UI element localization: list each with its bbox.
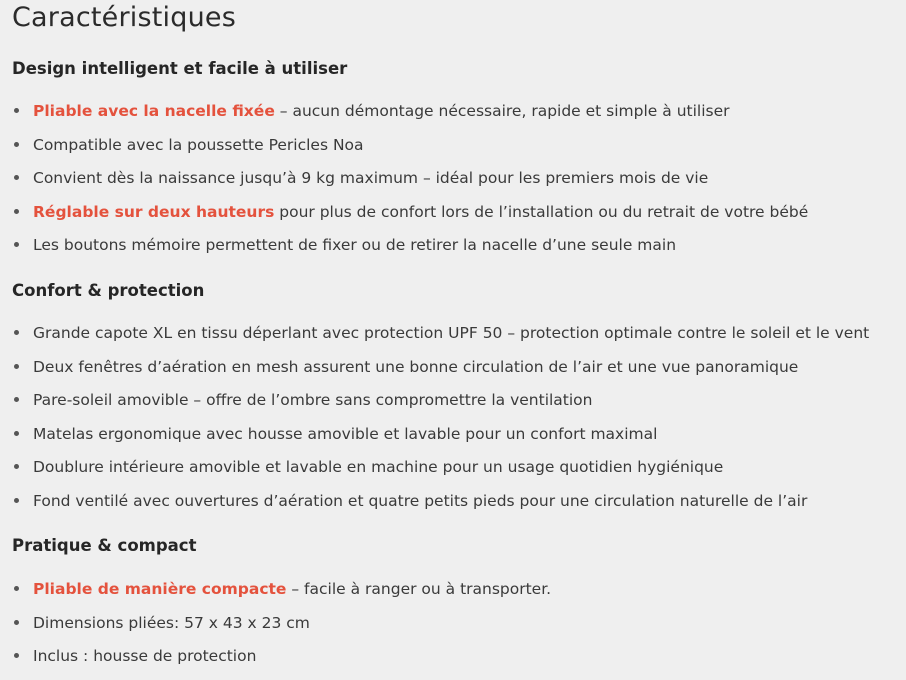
- bullet-icon: [14, 330, 19, 335]
- list-item: [12, 646, 551, 680]
- item-text: – facile à ranger ou à transporter.: [286, 580, 552, 598]
- item-text: – aucun démontage nécessaire, rapide et simple à utiliser: [274, 102, 730, 120]
- bullet-icon: [14, 586, 19, 591]
- highlight-text: Pliable de manière compacte: [33, 580, 287, 598]
- bullet-icon: [14, 364, 19, 369]
- feature-list-comfort: [12, 323, 869, 525]
- item-text: Compatible avec la poussette Pericles Noa: [33, 135, 364, 154]
- page-title: Caractéristiques: [12, 2, 236, 33]
- item-text: Les boutons mémoire permettent de fixer ou de retirer la nacelle d’une seule main: [33, 236, 677, 255]
- section-heading-comfort: Confort & protection: [12, 281, 205, 300]
- bullet-icon: [14, 397, 19, 402]
- item-text: Convient dès la naissance jusqu’à 9 kg maximum – idéal pour les premiers mois de vie: [33, 169, 709, 188]
- item-text: Doublure intérieure amovible et lavable en machine pour un usage quotidien hygiénique: [33, 458, 724, 477]
- item-text: pour plus de confort lors de l’installation ou du retrait de votre bébé: [274, 202, 809, 221]
- bullet-icon: [14, 175, 19, 180]
- item-text: Fond ventilé avec ouvertures d’aération et quatre petits pieds pour une circulation naturelle de l’air: [33, 491, 808, 510]
- item-text: Matelas ergonomique avec housse amovible et lavable pour un confort maximal: [33, 424, 658, 443]
- item-text: Grande capote XL en tissu déperlant avec protection UPF 50 – protection optimale contre le soleil et le vent: [33, 324, 870, 342]
- bullet-icon: [14, 242, 19, 247]
- item-text: Pare-soleil amovible – offre de l’ombre sans compromettre la ventilation: [33, 391, 593, 410]
- list-item: [12, 390, 869, 424]
- item-text: Deux fenêtres d’aération en mesh assurent une bonne circulation de l’air et une vue panoramique: [33, 357, 799, 376]
- item-text: Dimensions pliées: 57 x 43 x 23 cm: [33, 613, 310, 632]
- feature-list-design: [12, 101, 808, 269]
- list-item: [12, 101, 808, 135]
- bullet-icon: [14, 209, 19, 214]
- highlight-text: Réglable sur deux hauteurs: [33, 202, 275, 221]
- list-item: [12, 202, 808, 236]
- highlight-text: Pliable avec la nacelle fixée: [33, 102, 275, 120]
- bullet-icon: [14, 464, 19, 469]
- bullet-icon: [14, 498, 19, 503]
- bullet-icon: [14, 108, 19, 113]
- list-item: [12, 235, 808, 269]
- bullet-icon: [14, 653, 19, 658]
- list-item: [12, 168, 808, 202]
- section-heading-practical: Pratique & compact: [12, 536, 197, 555]
- list-item: [12, 457, 869, 491]
- list-item: [12, 491, 869, 525]
- item-text: Inclus : housse de protection: [33, 647, 257, 666]
- list-item: [12, 579, 551, 613]
- section-heading-design: Design intelligent et facile à utiliser: [12, 59, 348, 78]
- bullet-icon: [14, 620, 19, 625]
- bullet-icon: [14, 142, 19, 147]
- list-item: [12, 424, 869, 458]
- list-item: [12, 357, 869, 391]
- feature-list-practical: [12, 579, 551, 680]
- bullet-icon: [14, 431, 19, 436]
- list-item: [12, 135, 808, 169]
- list-item: [12, 613, 551, 647]
- list-item: [12, 323, 869, 357]
